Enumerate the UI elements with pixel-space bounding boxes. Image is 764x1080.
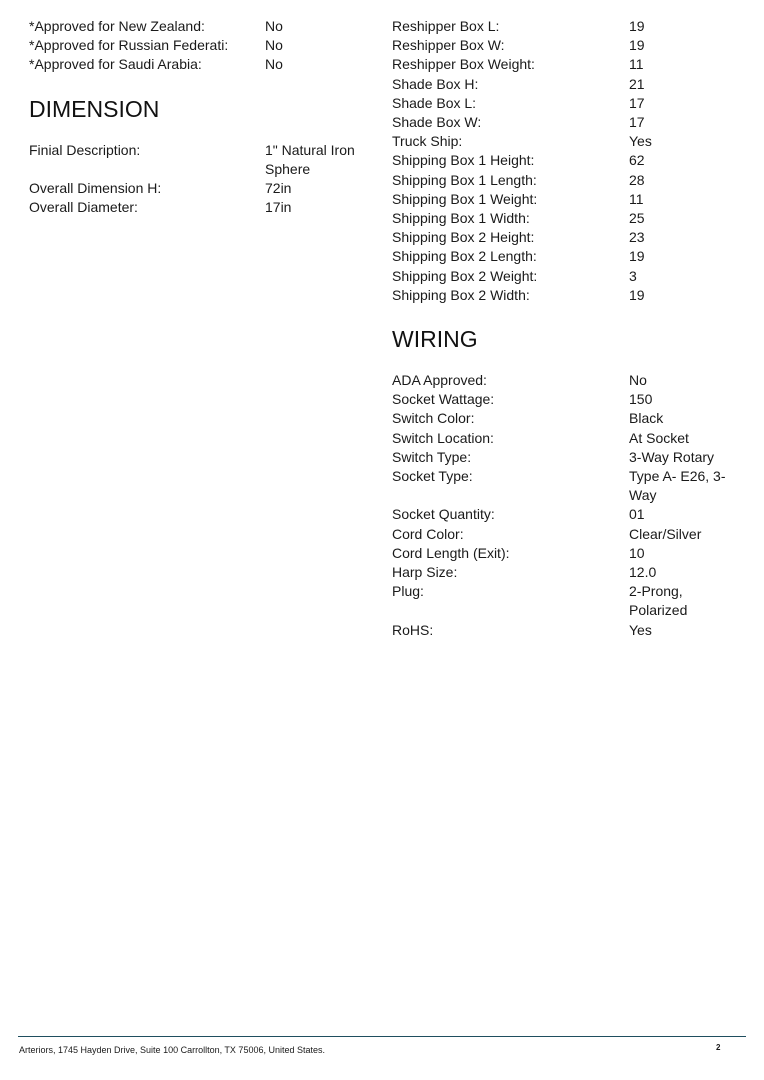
spec-value: 11 xyxy=(629,56,644,73)
spec-value: No xyxy=(265,56,283,73)
spec-row xyxy=(392,409,737,428)
spec-label: Harp Size: xyxy=(392,564,458,581)
spec-row xyxy=(29,36,374,55)
spec-label: Reshipper Box W: xyxy=(392,37,505,54)
spec-label: Switch Type: xyxy=(392,448,472,465)
spec-value: Type A- E26, 3-Way xyxy=(629,468,726,504)
spec-value: 2-Prong, Polarized xyxy=(629,583,688,619)
spec-value: No xyxy=(629,372,647,389)
spec-value: 150 xyxy=(629,391,653,408)
spec-label: Shipping Box 2 Length: xyxy=(392,248,537,265)
spec-value: At Socket xyxy=(629,429,689,446)
spec-label: *Approved for New Zealand: xyxy=(29,18,205,34)
spec-row xyxy=(392,525,737,544)
spec-value: 19 xyxy=(629,37,645,54)
spec-row xyxy=(392,582,737,620)
spec-label: Shipping Box 2 Height: xyxy=(392,229,535,246)
spec-label: Shipping Box 1 Length: xyxy=(392,171,537,188)
spec-label: Shipping Box 1 Width: xyxy=(392,210,530,227)
spec-row xyxy=(392,286,737,305)
spec-label: Finial Description: xyxy=(29,141,141,158)
spec-label: Cord Length (Exit): xyxy=(392,544,510,561)
spec-value: No xyxy=(265,37,283,54)
spec-row xyxy=(392,228,737,247)
spec-label: Truck Ship: xyxy=(392,133,463,150)
spec-label: Shipping Box 1 Height: xyxy=(392,152,535,169)
right-column xyxy=(392,17,737,640)
spec-label: Reshipper Box L: xyxy=(392,18,500,34)
spec-label: Shade Box L: xyxy=(392,94,477,111)
spec-label: RoHS: xyxy=(392,621,434,638)
spec-row xyxy=(392,171,737,190)
spec-label: *Approved for Saudi Arabia: xyxy=(29,56,202,73)
spec-row xyxy=(392,75,737,94)
spec-row xyxy=(392,448,737,467)
spec-value: 11 xyxy=(629,190,644,207)
spec-value: Yes xyxy=(629,621,652,638)
spec-value: 10 xyxy=(629,544,645,561)
spec-label: Shipping Box 2 Width: xyxy=(392,286,530,303)
footer-address: Arteriors, 1745 Hayden Drive, Suite 100 Carrollton, TX 75006, United States. xyxy=(19,1045,325,1055)
spec-value: 23 xyxy=(629,229,645,246)
spec-value: Black xyxy=(629,410,664,427)
spec-row xyxy=(392,621,737,640)
spec-row xyxy=(392,467,737,505)
left-column xyxy=(29,17,374,217)
spec-value: 3-Way Rotary xyxy=(629,448,715,465)
page-number: 2 xyxy=(716,1043,721,1052)
spec-label: Overall Diameter: xyxy=(29,199,138,216)
spec-label: Switch Location: xyxy=(392,429,494,446)
spec-value: 72in xyxy=(265,180,292,197)
spec-row xyxy=(392,94,737,113)
spec-label: Switch Color: xyxy=(392,410,475,427)
spec-row xyxy=(392,113,737,132)
spec-row xyxy=(392,190,737,209)
spec-row xyxy=(392,132,737,151)
spec-label: Socket Type: xyxy=(392,468,473,485)
spec-row xyxy=(392,247,737,266)
spec-label: Socket Wattage: xyxy=(392,391,495,408)
spec-value: 17 xyxy=(629,114,645,131)
spec-value: 19 xyxy=(629,18,645,34)
spec-value: 17in xyxy=(265,199,292,216)
spec-row xyxy=(392,544,737,563)
spec-value: 25 xyxy=(629,210,645,227)
spec-row xyxy=(392,151,737,170)
spec-value: Clear/Silver xyxy=(629,525,702,542)
spec-label: Socket Quantity: xyxy=(392,506,495,523)
spec-value: 01 xyxy=(629,506,645,523)
spec-value: 3 xyxy=(629,267,637,284)
spec-label: *Approved for Russian Federati: xyxy=(29,37,229,54)
spec-row xyxy=(392,505,737,524)
spec-label: Reshipper Box Weight: xyxy=(392,56,535,73)
spec-row xyxy=(392,429,737,448)
spec-row xyxy=(392,17,737,36)
spec-row xyxy=(392,209,737,228)
spec-value: 17 xyxy=(629,94,645,111)
spec-value: 62 xyxy=(629,152,645,169)
spec-label: Plug: xyxy=(392,583,424,600)
spec-label: Shade Box W: xyxy=(392,114,482,131)
spec-label: ADA Approved: xyxy=(392,372,487,389)
spec-row xyxy=(29,17,374,36)
spec-value: 1" Natural Iron Sphere xyxy=(265,141,355,177)
spec-value: Yes xyxy=(629,133,652,150)
spec-value: 12.0 xyxy=(629,564,657,581)
spec-value: 19 xyxy=(629,286,645,303)
spec-row xyxy=(392,36,737,55)
spec-row xyxy=(29,179,374,198)
spec-row xyxy=(392,563,737,582)
footer-divider xyxy=(18,1036,746,1037)
spec-row xyxy=(392,55,737,74)
spec-label: Shipping Box 2 Weight: xyxy=(392,267,538,284)
dimension-heading: DIMENSION xyxy=(29,95,160,122)
spec-label: Shipping Box 1 Weight: xyxy=(392,190,538,207)
spec-row xyxy=(29,141,374,179)
spec-label: Overall Dimension H: xyxy=(29,180,162,197)
spec-row xyxy=(29,55,374,74)
spec-label: Shade Box H: xyxy=(392,75,479,92)
spec-label: Cord Color: xyxy=(392,525,464,542)
spec-value: 28 xyxy=(629,171,645,188)
spec-row xyxy=(392,390,737,409)
spec-row xyxy=(392,267,737,286)
spec-value: No xyxy=(265,18,283,34)
wiring-heading: WIRING xyxy=(392,326,478,353)
spec-value: 21 xyxy=(629,75,645,92)
spec-value: 19 xyxy=(629,248,645,265)
spec-row xyxy=(29,198,374,217)
spec-row xyxy=(392,371,737,390)
